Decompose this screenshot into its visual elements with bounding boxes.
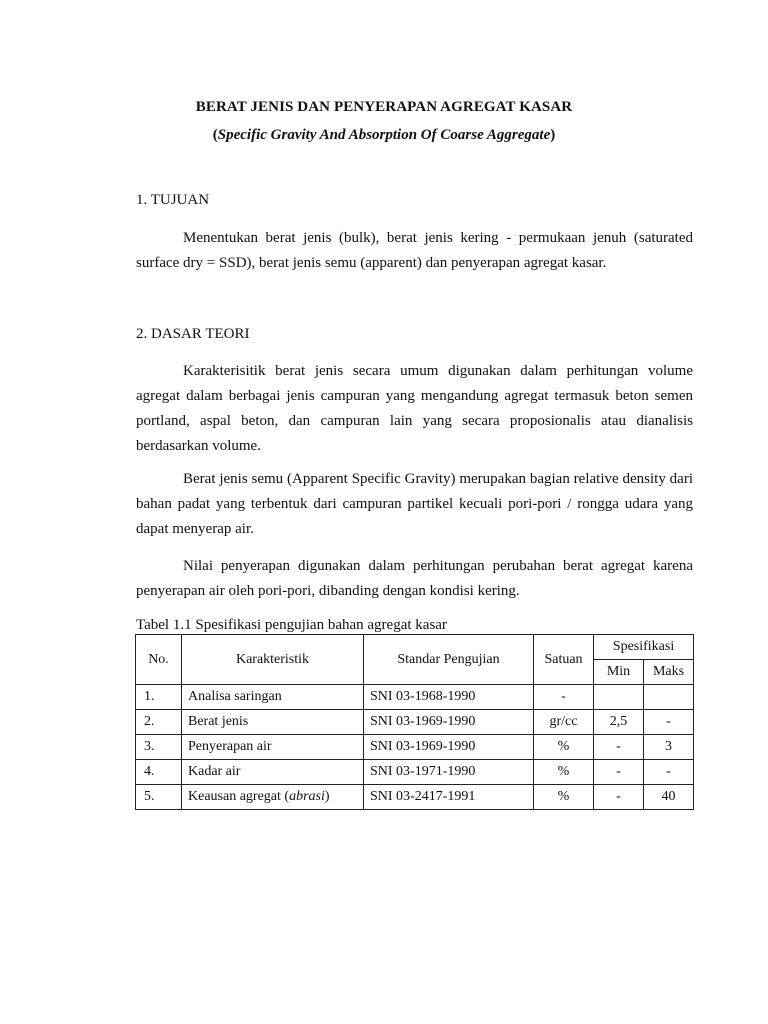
cell-no: 3. [136,735,182,760]
cell-satuan: % [534,760,594,785]
specification-table [135,634,694,810]
cell-min [594,685,644,710]
table-caption: Tabel 1.1 Spesifikasi pengujian bahan agregat kasar [136,617,447,633]
cell-maks: - [644,710,694,735]
cell-satuan: - [534,685,594,710]
cell-satuan: gr/cc [534,710,594,735]
cell-satuan: % [534,785,594,810]
table-row [136,735,694,760]
cell-maks [644,685,694,710]
cell-no: 5. [136,785,182,810]
paragraph-dasar-teori-3: Nilai penyerapan digunakan dalam perhitungan perubahan berat agregat karena penyerapan air oleh pori-pori, dibanding dengan kondisi kering. [136,558,693,599]
paragraph-tujuan: Menentukan berat jenis (bulk), berat jenis kering - permukaan jenuh (saturated surface dry = SSD), berat jenis semu (apparent) dan penyerapan agregat kasar. [136,230,693,271]
table-row [136,785,694,810]
cell-min: - [594,785,644,810]
paragraph-dasar-teori-1: Karakterisitik berat jenis secara umum digunakan dalam perhitungan volume agregat dalam berbagai jenis campuran yang mengandung agregat termasuk beton semen portland, aspal beton, dan campuran lain yang secara proposionalis atau dianalisis berdasarkan volume. [136,363,693,454]
document-subtitle [0,127,768,144]
cell-maks: - [644,760,694,785]
table-row [136,760,694,785]
cell-no: 2. [136,710,182,735]
cell-karakteristik-italic: abrasi [289,789,325,804]
cell-min: - [594,760,644,785]
document-title: BERAT JENIS DAN PENYERAPAN AGREGAT KASAR [195,99,573,115]
cell-no: 4. [136,760,182,785]
cell-standar: SNI 03-2417-1991 [364,785,534,810]
table-row [136,685,694,710]
subtitle-open-paren: ( [212,127,218,143]
header-standar-pengujian: Standar Pengujian [364,635,534,685]
paragraph-dasar-teori-2: Berat jenis semu (Apparent Specific Gravity) merupakan bagian relative density dari bahan padat yang terbentuk dari campuran partikel kecuali pori-pori / rongga udara yang dapat menyerap air. [136,471,693,537]
cell-satuan: % [534,735,594,760]
header-spesifikasi: Spesifikasi [594,635,694,660]
cell-karakteristik-text: Berat jenis [188,714,249,729]
cell-maks: 3 [644,735,694,760]
cell-standar: SNI 03-1969-1990 [364,735,534,760]
cell-karakteristik-close: ) [324,789,330,804]
cell-karakteristik-text: Kadar air [188,764,241,779]
header-no: No. [136,635,182,685]
cell-karakteristik [182,785,364,810]
cell-standar: SNI 03-1971-1990 [364,760,534,785]
cell-maks: 40 [644,785,694,810]
cell-no: 1. [136,685,182,710]
header-satuan: Satuan [534,635,594,685]
cell-karakteristik [182,735,364,760]
header-min: Min [594,660,644,685]
cell-karakteristik [182,710,364,735]
cell-karakteristik-text: Analisa saringan [188,689,282,704]
cell-standar: SNI 03-1968-1990 [364,685,534,710]
cell-karakteristik-text: Keausan agregat ( [188,789,290,804]
header-maks: Maks [644,660,694,685]
subtitle-text: Specific Gravity And Absorption Of Coarse Aggregate [217,127,551,143]
cell-karakteristik [182,685,364,710]
section-heading-tujuan: 1. TUJUAN [136,192,210,208]
header-karakteristik: Karakteristik [182,635,364,685]
cell-karakteristik-text: Penyerapan air [188,739,272,754]
cell-karakteristik [182,760,364,785]
cell-min: 2,5 [594,710,644,735]
table-row [136,710,694,735]
cell-min: - [594,735,644,760]
section-heading-dasar-teori: 2. DASAR TEORI [136,326,250,342]
cell-standar: SNI 03-1969-1990 [364,710,534,735]
subtitle-close-paren: ) [550,127,556,143]
